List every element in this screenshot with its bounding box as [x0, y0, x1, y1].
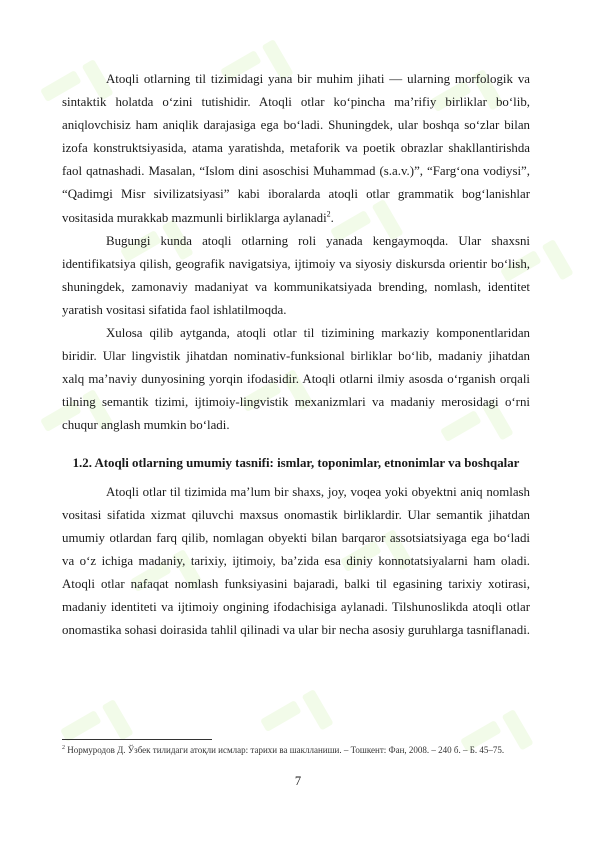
page-number: 7 — [294, 774, 302, 788]
footnote-number: 2 — [62, 745, 65, 751]
footnote — [62, 742, 530, 756]
page-body — [62, 68, 530, 642]
paragraph-1-text: Atoqli otlarning til tizimidagi yana bir muhim jihati — ularning morfologik va sintaktik holatda o‘zini tutishidir. Atoqli otlar ko‘pincha ma’rifiy birliklar bo‘lib, aniqlovchisiz ham aniqlik darajasiga ega bo‘ladi. Shuningdek, ular boshqa so‘zlar bilan izofa konstruktsiyasida, atama yaratishda, metaforik va poetik obrazlar shakllantirishda faol qatnashadi. Masalan, “Islom dini asoschisi Muhammad (s.a.v.)”, “Farg‘ona vodiysi”, “Qadimgi Misr sivilizatsiyasi” kabi iboralarda atoqli otlar grammatik bog‘lanishlar vositasida murakkab mazmunli birliklarga aylanadi — [62, 72, 530, 225]
paragraph-1 — [62, 68, 530, 230]
footnote-divider — [62, 739, 212, 740]
section-heading: 1.2. Atoqli otlarning umumiy tasnifi: ismlar, toponimlar, etnonimlar va boshqalar — [72, 455, 520, 470]
footnote-text: Нормуродов Д. Ўзбек тилидаги атоқли исмлар: тарихи ва шаклланиши. – Тошкент: Фан, 2008. – 240 б. – Б. 45–75. — [67, 745, 505, 755]
paragraph-1-period: . — [330, 210, 334, 225]
paragraph-2: Bugungi kunda atoqli otlarning roli yanada kengaymoqda. Ular shaxsni identifikatsiya qilish, geografik navigatsiya, ijtimoiy va siyosiy diskursda orientir bo‘lish, shuningdek, zamonaviy madaniyat va kommunikatsiyada brending, nomlash, identitet yaratish vositasi sifatida faol ishlatilmoqda. — [62, 233, 530, 317]
footnote-reference[interactable]: 2 — [326, 209, 331, 219]
paragraph-3: Xulosa qilib aytganda, atoqli otlar til tizimining markaziy komponentlaridan biridir. Ular lingvistik jihatdan nominativ-funksional birliklar bo‘lib, madaniy jihatdan xalq ma’naviy dunyosining yorqin ifodasidir. Atoqli otlarni ilmiy asosda o‘rganish orqali tilning semantik tizimi, ijtimoiy-lingvistik mexanizmlari va madaniy merosidagi o‘rni chuqur anglash mumkin bo‘ladi. — [62, 326, 530, 433]
paragraph-4: Atoqli otlar til tizimida ma’lum bir shaxs, joy, voqea yoki obyektni aniq nomlash vositasi sifatida xizmat qiluvchi maxsus onomastik birliklardir. Ular semantik jihatdan umumiy otlardan farq qilib, nomlagan obyekti bilan barqaror assotsiatsiyaga ega bo‘ladi va o‘z ichiga madaniy, tarixiy, ijtimoiy, ba’zida esa diniy konnotatsiyalarni ham oladi. Atoqli otlar nafaqat nomlash funksiyasini bajaradi, balki til egasining tarixiy xotirasi, madaniy identiteti va ijtimoiy ongining ifodachisiga aylanadi. Tilshunoslikda atoqli otlar onomastika sohasi doirasida tahlil qilinadi va ular bir necha asosiy guruhlarga tasniflanadi. — [62, 484, 531, 638]
